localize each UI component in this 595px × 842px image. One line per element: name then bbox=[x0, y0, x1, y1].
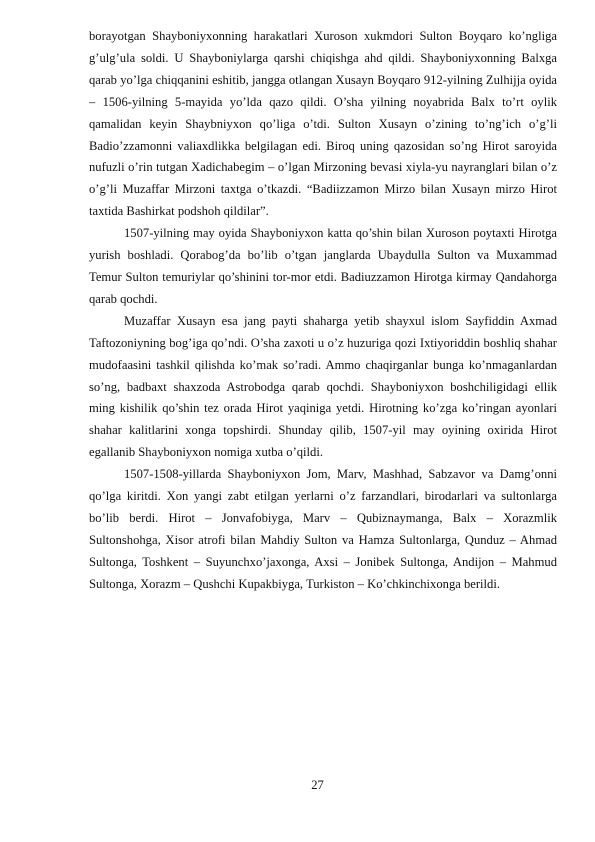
paragraph-3: Muzaffar Xusayn esa jang payti shaharga yetib shayxul islom Sayfiddin Axmad Taftozoniyning bog’iga qo’ndi. O’sha zaxoti u o’z huzuriga qozi Ixtiyoriddin boshliq shahar mudofaasini tashkil qilishda ko’mak so’radi. Ammo chaqirganlar bunga ko’nmaganlardan so’ng, badbaxt shaxzoda Astrobodga qarab qochdi. Shayboniyxon boshchiligidagi ellik ming kishilik qo’shin tez orada Hirot yaqiniga yetdi. Hirotning ko’zga ko’ringan ayonlari shahar kalitlarini xonga topshirdi. Shunday qilib, 1507-yil may oyining oxirida Hirot egallanib Shayboniyxon nomiga xutba o’qildi. bbox=[89, 313, 557, 460]
paragraph-4: 1507-1508-yillarda Shayboniyxon Jom, Marv, Mashhad, Sabzavor va Damg’onni qo’lga kiritdi. Xon yangi zabt etilgan yerlarni o’z farzandlari, birodarlari va sultonlarga bo’lib berdi. Hirot – Jonvafobiyga, Marv – Qubiznaymanga, Balx – Xorazmlik Sultonshohga, Xisor atrofi bilan Mahdiy Sulton va Hamza Sultonlarga, Qunduz – Ahmad Sultonga, Toshkent – Suyunchxo’jaxonga, Axsi – Jonibek Sultonga, Andijon – Mahmud Sultonga, Xorazm – Qushchi Kupakbiyga, Turkiston – Ko’chkinchixonga berildi. bbox=[89, 467, 557, 591]
document-page bbox=[89, 26, 557, 596]
page-number: 27 bbox=[311, 778, 324, 792]
paragraph-2: 1507-yilning may oyida Shayboniyxon katta qo’shin bilan Xuroson poytaxti Hirotga yurish boshladi. Qorabog’da bo’lib o’tgan janglarda Ubaydulla Sulton va Muxammad Temur Sulton temuriylar qo’shinini tor-mor etdi. Badiuzzamon Hirotga kirmay Qandahorga qarab qochdi. bbox=[89, 226, 557, 306]
paragraph-1: borayotgan Shayboniyxonning harakatlari Xuroson xukmdori Sulton Boyqaro ko’ngliga g’ulg’ula soldi. U Shayboniylarga qarshi chiqishga ahd qildi. Shayboniyxonning Balxga qarab yo’lga chiqqanini eshitib, jangga otlangan Xusayn Boyqaro 912-yilning Zulhijja oyida – 1506-yilning 5-mayida yo’lda qazo qildi. O’sha yilning noyabrida Balx to’rt oylik qamalidan keyin Shaybniyxon qo’liga o’tdi. Sulton Xusayn o’zining to’ng’ich o’g’li Badio’zzamonni valiaxdlikka belgilagan edi. Biroq uning qazosidan so’ng Hirot saroyida nufuzli o’rin tutgan Xadichabegim – o’lgan Mirzoning bevasi xiyla-yu nayranglari bilan o’z o’g’li Muzaffar Mirzoni taxtga o’tkazdi. “Badiizzamon Mirzo bilan Xusayn mirzo Hirot taxtida Bashirkat podshoh qildilar”. bbox=[89, 29, 557, 219]
